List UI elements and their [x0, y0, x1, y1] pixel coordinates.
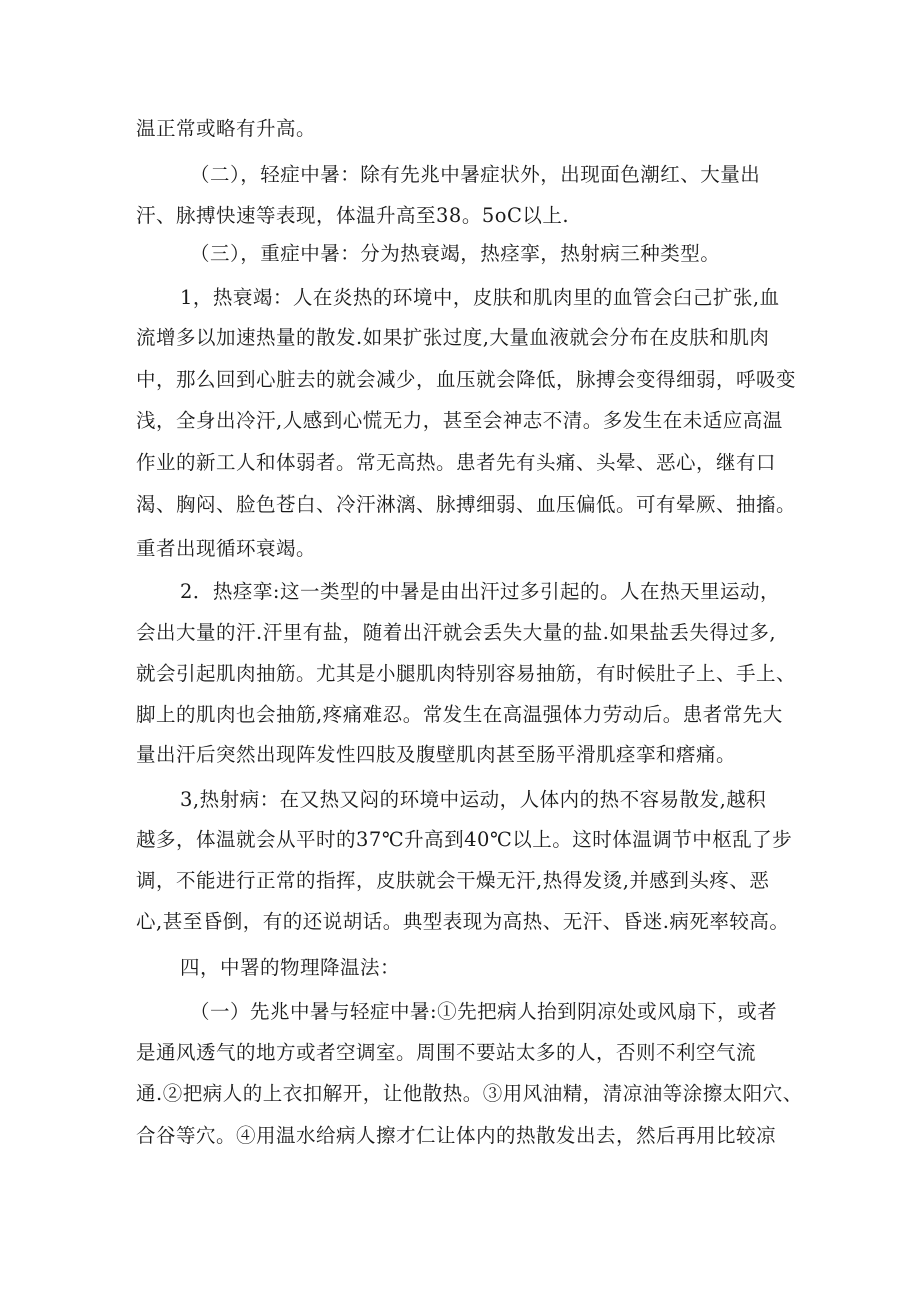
text-line: 越多，体温就会从平时的37℃升高到40℃以上。这时体温调节中枢乱了步 — [136, 828, 793, 851]
text-line: 2．热痉挛:这一类型的中暑是由出汗过多引起的。人在热天里运动， — [180, 580, 780, 603]
text-line: 通.②把病人的上衣扣解开，让他散热。③用风油精，清凉油等涂擦太阳穴、 — [136, 1082, 803, 1105]
text-line: 会出大量的汗.汗里有盐，随着出汗就会丢失大量的盐.如果盐丢失得过多, — [136, 621, 777, 644]
text-line: 渴、胸闷、脸色苍白、冷汗淋漓、脉搏细弱、血压偏低。可有晕厥、抽搐。 — [136, 493, 797, 516]
text-line: 就会引起肌肉抽筋。尤其是小腿肌肉特别容易抽筋，有时候肚子上、手上、 — [136, 662, 797, 685]
text-line: 浅，全身出冷汗,人感到心慌无力，甚至会神志不清。多发生在未适应高温 — [136, 409, 783, 432]
text-line: 中，那么回到心脏去的就会减少，血压就会降低，脉搏会变得细弱，呼吸变 — [136, 368, 797, 391]
section-heading: 四，中署的物理降温法： — [180, 956, 401, 979]
text-line: （二），轻症中暑：除有先兆中暑症状外，出现面色潮红、大量出 — [190, 163, 761, 186]
text-line: 温正常或略有升高。 — [136, 117, 317, 140]
text-line: （一）先兆中暑与轻症中暑:①先把病人抬到阴凉处或风扇下，或者 — [190, 1000, 778, 1023]
text-line: 3,热射病：在又热又闷的环境中运动，人体内的热不容易散发,越积 — [180, 788, 767, 811]
text-line: （三），重症中暑：分为热衰竭，热痉挛，热射病三种类型。 — [190, 242, 721, 265]
text-line: 作业的新工人和体弱者。常无高热。患者先有头痛、头晕、恶心，继有口 — [136, 451, 777, 474]
text-line: 流增多以加速热量的散发.如果扩张过度,大量血液就会分布在皮肤和肌肉 — [136, 326, 770, 349]
text-line: 1，热衰竭：人在炎热的环境中，皮肤和肌肉里的血管会臼己扩张,血 — [180, 286, 780, 309]
text-line: 合谷等穴。④用温水给病人擦才仁让体内的热散发出去，然后再用比较凉 — [136, 1124, 777, 1147]
text-line: 调，不能进行正常的指挥，皮肤就会干燥无汗,热得发烫,并感到头疼、恶 — [136, 869, 770, 892]
text-line: 汗、脉搏快速等表现，体温升高至38。5oC以上. — [136, 204, 570, 227]
text-line: 心,甚至昏倒，有的还说胡话。典型表现为高热、无汗、昏迷.病死率较高。 — [136, 910, 790, 933]
text-line: 量出汗后突然出现阵发性四肢及腹壁肌肉甚至肠平滑肌痉挛和瘩痛。 — [136, 743, 737, 766]
text-line: 脚上的肌肉也会抽筋,疼痛难忍。常发生在高温强体力劳动后。患者常先大 — [136, 703, 783, 726]
text-line: 是通风透气的地方或者空调室。周围不要站太多的人，否则不利空气流 — [136, 1041, 757, 1064]
text-line: 重者出现循环衰竭。 — [136, 537, 317, 560]
